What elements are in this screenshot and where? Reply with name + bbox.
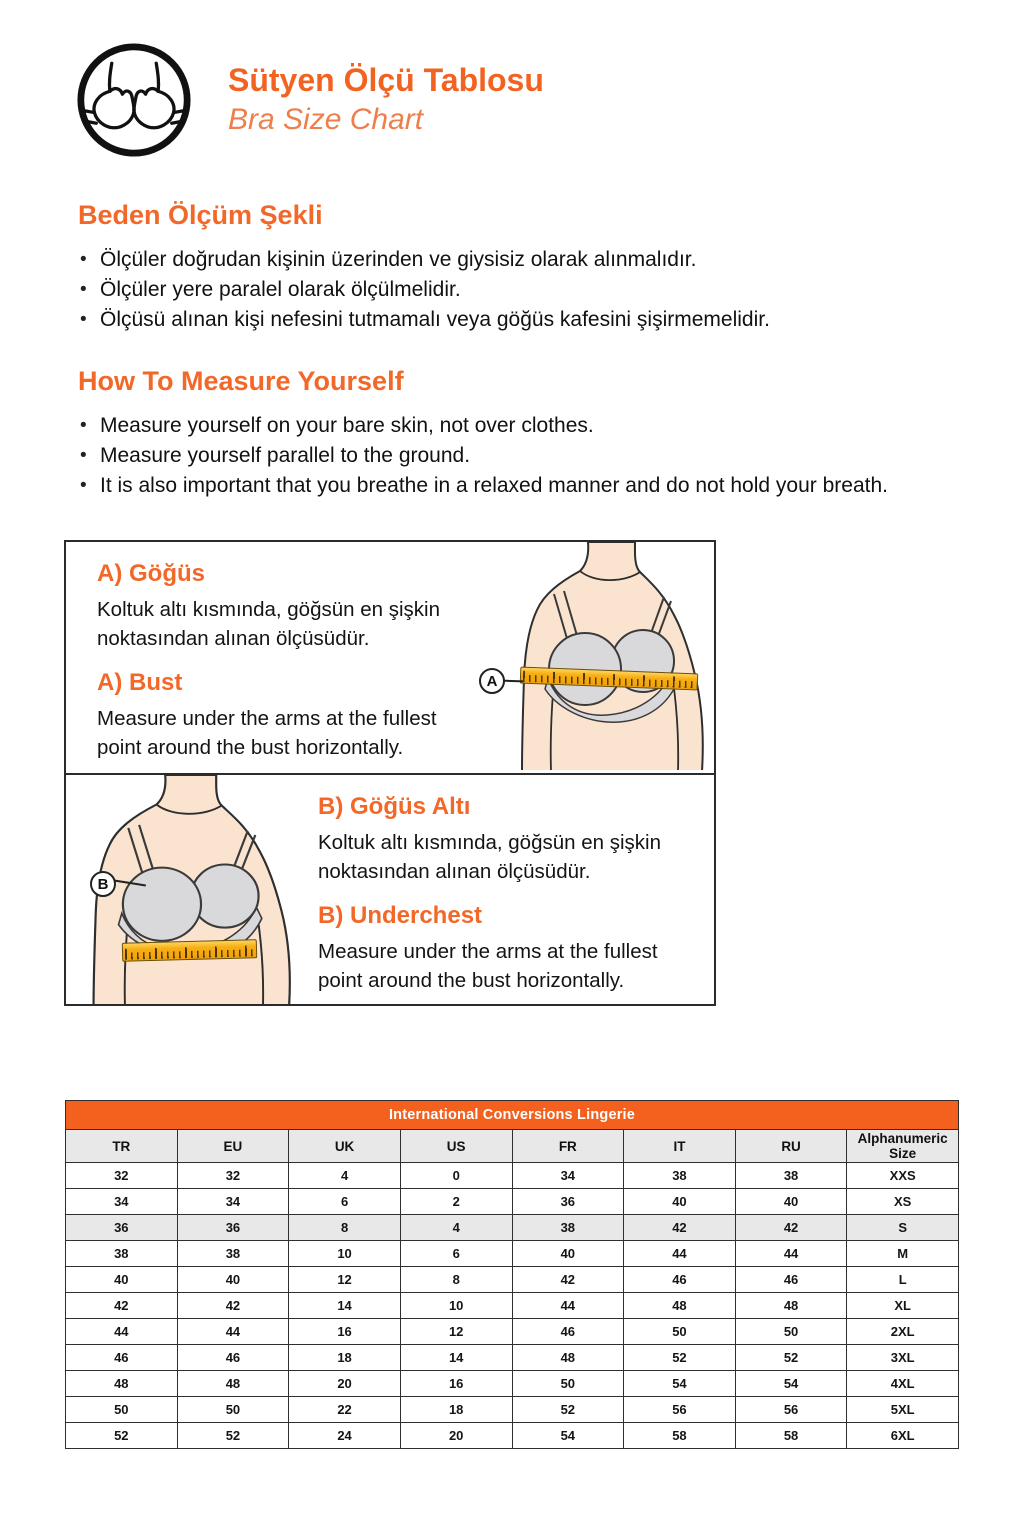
table-cell: 42 — [177, 1293, 289, 1319]
table-cell: 8 — [289, 1215, 401, 1241]
table-cell: 48 — [66, 1371, 178, 1397]
table-row — [66, 1163, 959, 1189]
table-cell: 6 — [400, 1241, 512, 1267]
table-cell: 14 — [400, 1345, 512, 1371]
table-cell: 52 — [624, 1345, 736, 1371]
column-header: EU — [177, 1130, 289, 1163]
section-measure-instructions-tr — [78, 200, 978, 335]
table-cell: 14 — [289, 1293, 401, 1319]
table-cell: 32 — [66, 1163, 178, 1189]
section-heading-en: How To Measure Yourself — [78, 366, 404, 396]
table-cell: 44 — [735, 1241, 847, 1267]
bust-desc-en: Measure under the arms at the fullest point around the bust horizontally. — [97, 707, 437, 759]
table-cell: 36 — [177, 1215, 289, 1241]
table-row — [66, 1215, 959, 1241]
underchest-panel — [66, 773, 714, 1005]
column-header: TR — [66, 1130, 178, 1163]
underchest-illustration — [66, 775, 316, 1004]
bust-illustration — [476, 542, 714, 770]
table-cell: 56 — [735, 1397, 847, 1423]
table-cell: 38 — [512, 1215, 624, 1241]
column-header: UK — [289, 1130, 401, 1163]
table-cell: 4 — [400, 1215, 512, 1241]
table-cell: 6XL — [847, 1423, 959, 1449]
marker-a-label: A — [479, 668, 505, 694]
table-cell: 38 — [177, 1241, 289, 1267]
brand-header — [76, 42, 544, 158]
column-header: Alphanumeric Size — [847, 1130, 959, 1163]
underchest-desc-en: Measure under the arms at the fullest point around the bust horizontally. — [318, 940, 658, 992]
bust-text-block — [97, 560, 475, 778]
table-cell: 3XL — [847, 1345, 959, 1371]
section-measure-instructions-en — [78, 366, 978, 501]
table-cell: 44 — [512, 1293, 624, 1319]
table-row — [66, 1319, 959, 1345]
table-row — [66, 1397, 959, 1423]
underchest-heading-tr: B) Göğüs Altı — [318, 793, 471, 820]
table-column-header-row — [66, 1130, 959, 1163]
table-cell: 2XL — [847, 1319, 959, 1345]
table-cell: 42 — [66, 1293, 178, 1319]
measurement-diagram-box — [64, 540, 716, 1006]
underchest-heading-en: B) Underchest — [318, 902, 483, 929]
table-cell: 40 — [66, 1267, 178, 1293]
table-cell: 10 — [289, 1241, 401, 1267]
conversion-table-body — [66, 1163, 959, 1449]
table-cell: 54 — [512, 1423, 624, 1449]
table-cell: 48 — [177, 1371, 289, 1397]
table-row — [66, 1371, 959, 1397]
table-cell: 4 — [289, 1163, 401, 1189]
table-cell: 18 — [289, 1345, 401, 1371]
table-cell: 46 — [177, 1345, 289, 1371]
underchest-desc-tr: Koltuk altı kısmında, göğsün en şişkin noktasından alınan ölçüsüdür. — [318, 831, 661, 883]
table-cell: 38 — [66, 1241, 178, 1267]
table-cell: 52 — [735, 1345, 847, 1371]
table-cell: 42 — [512, 1267, 624, 1293]
table-row — [66, 1345, 959, 1371]
measuring-tape — [122, 939, 257, 962]
column-header: US — [400, 1130, 512, 1163]
table-cell: 34 — [66, 1189, 178, 1215]
table-cell: L — [847, 1267, 959, 1293]
table-cell: 10 — [400, 1293, 512, 1319]
table-cell: 5XL — [847, 1397, 959, 1423]
table-cell: 0 — [400, 1163, 512, 1189]
table-cell: 48 — [624, 1293, 736, 1319]
table-cell: 42 — [735, 1215, 847, 1241]
bust-desc-tr: Koltuk altı kısmında, göğsün en şişkin noktasından alınan ölçüsüdür. — [97, 598, 440, 650]
bust-panel — [66, 542, 714, 773]
table-cell: XS — [847, 1189, 959, 1215]
table-cell: 52 — [512, 1397, 624, 1423]
bullet-item: • Ölçüler doğrudan kişinin üzerinden ve giysisiz olarak alınmalıdır. — [78, 245, 978, 275]
table-cell: 44 — [66, 1319, 178, 1345]
table-cell: 48 — [735, 1293, 847, 1319]
table-cell: 20 — [289, 1371, 401, 1397]
conversion-table — [65, 1100, 959, 1449]
table-cell: 38 — [624, 1163, 736, 1189]
bullet-list-tr — [78, 245, 978, 335]
table-cell: 42 — [624, 1215, 736, 1241]
table-cell: 48 — [512, 1345, 624, 1371]
column-header: RU — [735, 1130, 847, 1163]
marker-b-label: B — [90, 871, 116, 897]
table-cell: 22 — [289, 1397, 401, 1423]
table-cell: XL — [847, 1293, 959, 1319]
table-row — [66, 1267, 959, 1293]
bust-heading-en: A) Bust — [97, 669, 183, 696]
table-cell: 16 — [289, 1319, 401, 1345]
table-cell: 8 — [400, 1267, 512, 1293]
table-cell: 40 — [735, 1189, 847, 1215]
table-cell: 16 — [400, 1371, 512, 1397]
page-subtitle: Bra Size Chart — [228, 103, 424, 137]
page-title: Sütyen Ölçü Tablosu — [228, 62, 544, 99]
table-cell: 40 — [624, 1189, 736, 1215]
table-cell: 34 — [177, 1189, 289, 1215]
table-cell: M — [847, 1241, 959, 1267]
table-cell: 46 — [512, 1319, 624, 1345]
bullet-list-en — [78, 411, 978, 501]
table-cell: 46 — [66, 1345, 178, 1371]
table-cell: 4XL — [847, 1371, 959, 1397]
table-cell: 52 — [66, 1423, 178, 1449]
table-cell: 36 — [66, 1215, 178, 1241]
bullet-item: • Ölçüler yere paralel olarak ölçülmelidir. — [78, 275, 978, 305]
table-cell: 18 — [400, 1397, 512, 1423]
column-header: IT — [624, 1130, 736, 1163]
table-cell: 50 — [624, 1319, 736, 1345]
table-cell: 34 — [512, 1163, 624, 1189]
table-cell: 24 — [289, 1423, 401, 1449]
bullet-item: • Measure yourself on your bare skin, not over clothes. — [78, 411, 978, 441]
table-cell: 44 — [177, 1319, 289, 1345]
torso-figure — [504, 542, 714, 770]
table-title: International Conversions Lingerie — [66, 1101, 959, 1130]
section-heading-tr: Beden Ölçüm Şekli — [78, 200, 323, 230]
table-cell: 54 — [735, 1371, 847, 1397]
bust-heading-tr: A) Göğüs — [97, 560, 205, 587]
table-cell: 50 — [735, 1319, 847, 1345]
table-cell: 54 — [624, 1371, 736, 1397]
underchest-text-block — [318, 793, 696, 1011]
table-cell: 50 — [66, 1397, 178, 1423]
table-title-band — [66, 1101, 959, 1130]
table-cell: XXS — [847, 1163, 959, 1189]
table-cell: 38 — [735, 1163, 847, 1189]
table-cell: S — [847, 1215, 959, 1241]
table-cell: 32 — [177, 1163, 289, 1189]
table-cell: 50 — [177, 1397, 289, 1423]
table-cell: 56 — [624, 1397, 736, 1423]
table-row — [66, 1241, 959, 1267]
table-cell: 6 — [289, 1189, 401, 1215]
table-cell: 50 — [512, 1371, 624, 1397]
table-cell: 2 — [400, 1189, 512, 1215]
title-block — [228, 62, 544, 137]
table-cell: 52 — [177, 1423, 289, 1449]
column-header: FR — [512, 1130, 624, 1163]
table-cell: 20 — [400, 1423, 512, 1449]
table-row — [66, 1189, 959, 1215]
table-cell: 12 — [400, 1319, 512, 1345]
bullet-item: • Ölçüsü alınan kişi nefesini tutmamalı veya göğüs kafesini şişirmemelidir. — [78, 305, 978, 335]
table-cell: 58 — [735, 1423, 847, 1449]
bullet-item: • It is also important that you breathe in a relaxed manner and do not hold your breath. — [78, 471, 978, 501]
bullet-item: • Measure yourself parallel to the ground. — [78, 441, 978, 471]
table-cell: 58 — [624, 1423, 736, 1449]
table-cell: 44 — [624, 1241, 736, 1267]
table-row — [66, 1293, 959, 1319]
table-cell: 40 — [177, 1267, 289, 1293]
table-cell: 40 — [512, 1241, 624, 1267]
bra-icon — [76, 42, 192, 158]
table-cell: 46 — [624, 1267, 736, 1293]
table-cell: 12 — [289, 1267, 401, 1293]
table-row — [66, 1423, 959, 1449]
table-cell: 46 — [735, 1267, 847, 1293]
table-cell: 36 — [512, 1189, 624, 1215]
